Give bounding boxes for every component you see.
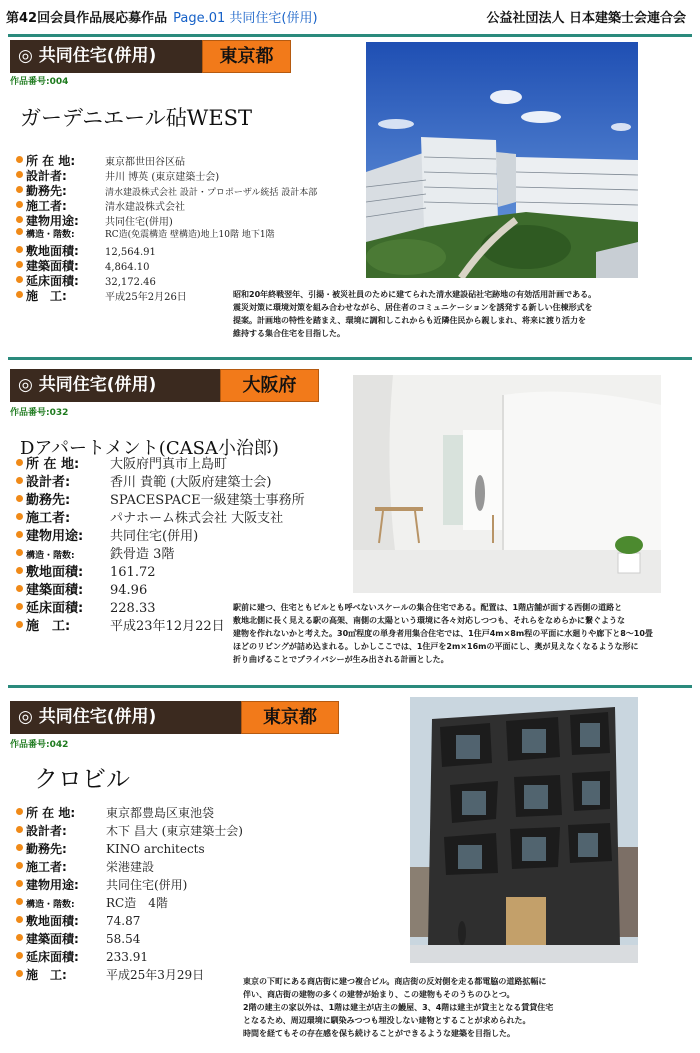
- info-row: 施工者: パナホーム株式会社 大阪支社: [16, 507, 305, 525]
- entry-1-banner: [10, 40, 291, 73]
- bullet-icon: [16, 898, 23, 905]
- bullet-icon: [16, 844, 23, 851]
- bullet-icon: [16, 862, 23, 869]
- bullet-icon: [16, 808, 23, 815]
- bullet-icon: [16, 291, 23, 298]
- bullet-icon: [16, 603, 23, 610]
- info-row: 建物用途: 共同住宅(併用): [16, 876, 243, 894]
- prefecture-badge: 大阪府: [220, 369, 319, 402]
- category-label: ◎ 共同住宅(併用): [10, 40, 202, 73]
- info-row: 設計者: 香川 貴範 (大阪府建築士会): [16, 471, 305, 489]
- bullet-icon: [16, 513, 23, 520]
- info-row: 建築面積: 58.54: [16, 930, 243, 948]
- category-label: ◎ 共同住宅(併用): [10, 701, 241, 734]
- info-row: 建物用途: 共同住宅(併用): [16, 525, 305, 543]
- entry-3: [0, 701, 700, 1051]
- bullet-icon: [16, 171, 23, 178]
- bullet-icon: [16, 585, 23, 592]
- bullet-icon: [16, 952, 23, 959]
- bullet-icon: [16, 567, 23, 574]
- entry-3-info: [16, 804, 243, 984]
- header-left: [6, 7, 318, 26]
- bullet-icon: [16, 261, 23, 268]
- bullet-icon: [16, 549, 23, 556]
- bullet-icon: [16, 495, 23, 502]
- info-row: 施 工: 平成25年3月29日: [16, 966, 243, 984]
- info-row: 所 在 地: 大阪府門真市上島町: [16, 453, 305, 471]
- work-title: クロビル: [34, 765, 130, 793]
- entry-1: [0, 40, 700, 356]
- section-rule: [8, 685, 692, 688]
- section-rule: [8, 357, 692, 360]
- bullet-icon: [16, 156, 23, 163]
- category-label: ◎ 共同住宅(併用): [10, 369, 220, 402]
- info-row: 所 在 地: 東京都豊島区東池袋: [16, 804, 243, 822]
- bullet-icon: [16, 970, 23, 977]
- bullet-icon: [16, 826, 23, 833]
- description: 駅前に建つ、住宅ともビルとも呼べないスケールの集合住宅である。配置は、1階店舗が面する西側の道路と 敷地北側に長く見える駅の高架、南側の太陽という環境に各々対応しつつも、それらをなめらかに繋ぐような 建物を作れないかと考えた。30㎡程度の単身者用集合住宅では、1住戸4m×8m程の平面に水廻りや廊下と8～10畳 ほどのリビングが詰め込まれる。しかしここでは、1住戸を2m×16mの平面にし、奥が見えなくなるような形に 折り曲げることでプライバシーが生み出される計画とした。: [233, 603, 653, 664]
- housing-complex-photo: [366, 42, 638, 278]
- organization-name: 公益社団法人 日本建築士会連合会: [486, 11, 686, 26]
- info-row: 勤務先: SPACESPACE一級建築士事務所: [16, 489, 305, 507]
- info-row: 施工者: 清水建設株式会社: [16, 197, 317, 212]
- info-row: 構造・階数: RC造 4階: [16, 894, 243, 912]
- entry-3-banner: [10, 701, 339, 734]
- description: 東京の下町にある商店街に建つ複合ビル。商店街の反対側を走る都電脇の道路拡幅に 伴い、商店街の建物の多くの建替が始まり、この建物もそのうちのひとつ。 2階の建主の家以外は、1階は建主が店主の鰻屋、3、4階は建主が貸主となる賃貸住宅 となるため、周辺環境に馴染みつつも埋没しない建物とすることが求められた。 時間を経てもその存在感を保ち続けることができるような建築を目指した。: [243, 977, 554, 1038]
- bullet-icon: [16, 880, 23, 887]
- bullet-icon: [16, 201, 23, 208]
- bullet-icon: [16, 246, 23, 253]
- info-row: 施 工: 平成23年12月22日: [16, 615, 305, 633]
- work-title: ガーデニエール砧WEST: [20, 106, 253, 130]
- prefecture-badge: 東京都: [241, 701, 339, 734]
- info-row: 構造・階数: 鉄骨造 3階: [16, 543, 305, 561]
- info-row: 施 工: 平成25年2月26日: [16, 287, 317, 302]
- bullet-icon: [16, 531, 23, 538]
- bullet-icon: [16, 477, 23, 484]
- info-row: 敷地面積: 161.72: [16, 561, 305, 579]
- bullet-icon: [16, 916, 23, 923]
- bullet-icon: [16, 186, 23, 193]
- info-row: 施工者: 栄港建設: [16, 858, 243, 876]
- bullet-icon: [16, 228, 23, 235]
- bullet-icon: [16, 459, 23, 466]
- info-row: 延床面積: 233.91: [16, 948, 243, 966]
- work-number: 作品番号:004: [10, 77, 69, 87]
- info-row: 建築面積: 4,864.10: [16, 257, 317, 272]
- bullet-icon: [16, 276, 23, 283]
- info-row: 設計者: 井川 博英 (東京建築士会): [16, 167, 317, 182]
- work-number: 作品番号:032: [10, 408, 69, 418]
- work-number: 作品番号:042: [10, 740, 69, 750]
- info-row: 勤務先: KINO architects: [16, 840, 243, 858]
- black-facade-building-photo: [410, 697, 638, 963]
- info-row: 所 在 地: 東京都世田谷区砧: [16, 152, 317, 167]
- info-row: 勤務先: 清水建設株式会社 設計・プロポーザル統括 設計本部: [16, 182, 317, 197]
- info-row: 敷地面積: 12,564.91: [16, 242, 317, 257]
- white-interior-photo: [353, 375, 661, 593]
- info-row: 設計者: 木下 昌大 (東京建築士会): [16, 822, 243, 840]
- exhibition-title: 第42回会員作品展応募作品: [6, 11, 168, 26]
- header-rule: [8, 34, 692, 37]
- info-row: 延床面積: 32,172.46: [16, 272, 317, 287]
- info-row: 建築面積: 94.96: [16, 579, 305, 597]
- description: 昭和20年終戦翌年、引揚・被災社員のために建てられた清水建設砧社宅跡地の有効活用計画である。 震災対策に環境対策を組み合わせながら、居住者のコミュニケーションを誘発する新しい住棟形式を 提案。計画地の特性を踏まえ、環境に調和しこれからも近隣住民から親しまれ、将来に渡り活力を 維持する集合住宅を目指した。: [233, 290, 597, 338]
- entry-2: [0, 369, 700, 679]
- entry-1-info: [16, 152, 317, 302]
- work-title: Dアパートメント(CASA小治郎): [20, 438, 279, 459]
- page-header: [0, 0, 700, 34]
- info-row: 延床面積: 228.33: [16, 597, 305, 615]
- info-row: 敷地面積: 74.87: [16, 912, 243, 930]
- entry-2-banner: [10, 369, 319, 402]
- bullet-icon: [16, 934, 23, 941]
- page-label: Page.01 共同住宅(併用): [173, 11, 318, 26]
- prefecture-badge: 東京都: [202, 40, 291, 73]
- info-row: 構造・階数: RC造(免震構造 壁構造)地上10階 地下1階: [16, 227, 317, 242]
- bullet-icon: [16, 621, 23, 628]
- info-row: 建物用途: 共同住宅(併用): [16, 212, 317, 227]
- bullet-icon: [16, 216, 23, 223]
